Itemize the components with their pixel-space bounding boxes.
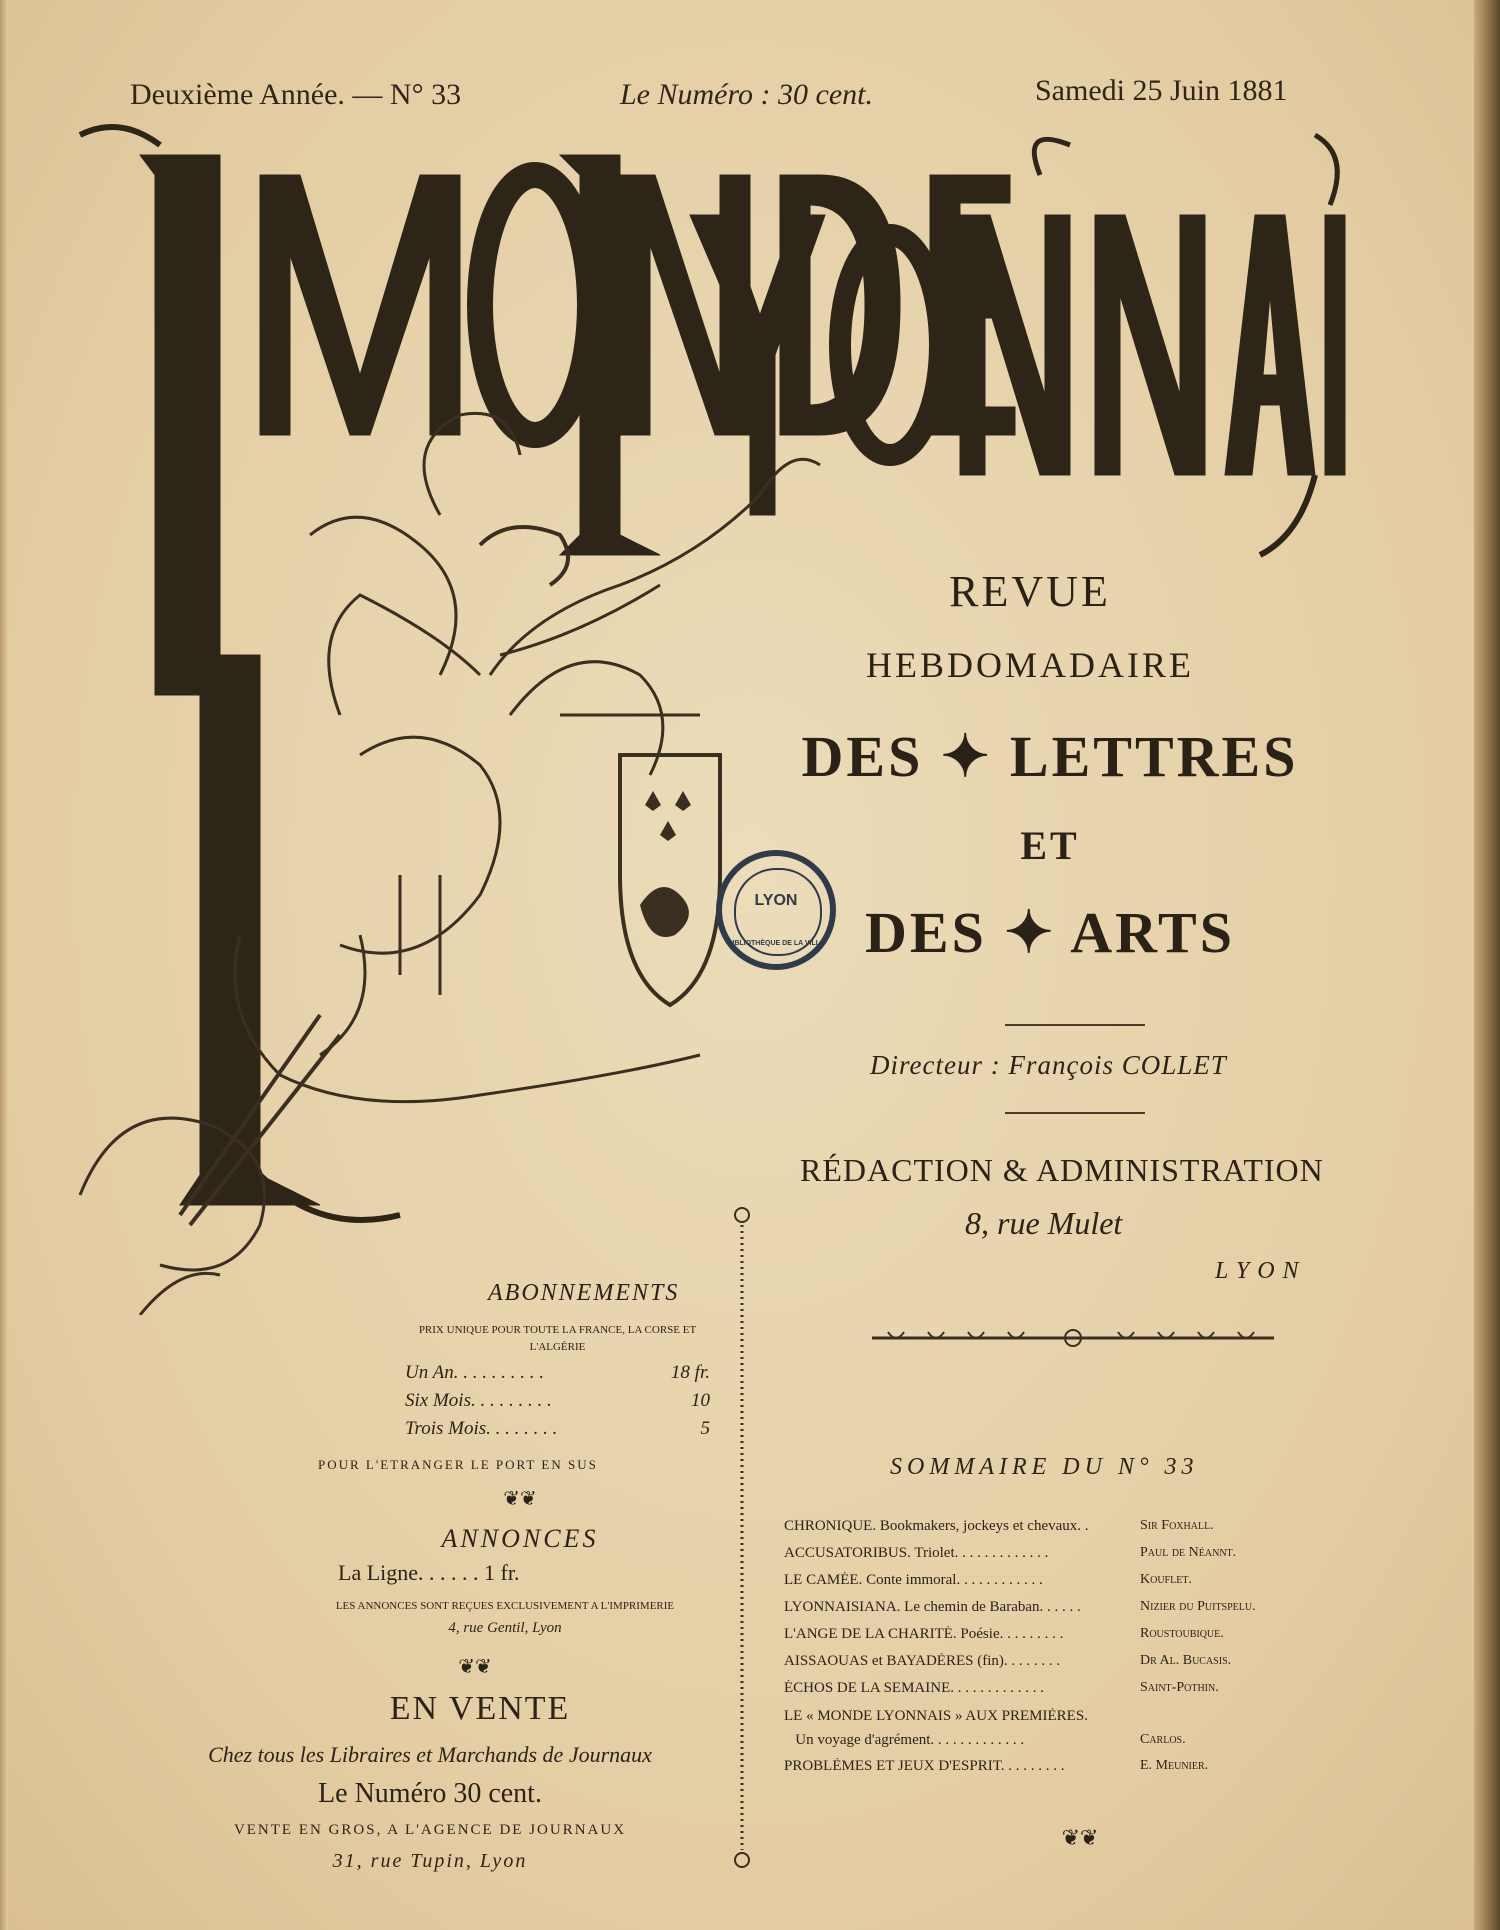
issue-number: Deuxième Année. — N° 33 (130, 78, 462, 111)
library-stamp (716, 850, 836, 970)
toc-title: ACCUSATORIBUS. Triolet. . . . . . . . . . . . . (784, 1545, 1049, 1561)
toc-author: Sir Foxhall. (1140, 1518, 1214, 1533)
toc-author: E. Meunier. (1140, 1758, 1209, 1773)
rule-bottom (1005, 1112, 1145, 1114)
ornament-divider (868, 1326, 1278, 1350)
annonces-ligne: La Ligne. . . . . . 1 fr. (338, 1560, 520, 1585)
rule-top (1005, 1024, 1145, 1026)
toc-title: LYONNAISIANA. Le chemin de Baraban. . . . . . (784, 1599, 1081, 1615)
toc-title: LE CAMÉE. Conte immoral. . . . . . . . . . . . (784, 1572, 1043, 1588)
abonnements-foreign: POUR L'ETRANGER LE PORT EN SUS (318, 1457, 598, 1472)
toc-title: AISSAOUAS et BAYADÈRES (fin). . . . . . . . (784, 1653, 1061, 1669)
toc-title: Un voyage d'agrément. . . . . . . . . . . . . (784, 1732, 1025, 1748)
issue-price: Le Numéro : 30 cent. (620, 78, 874, 111)
toc-author (1140, 1708, 1280, 1730)
masthead-illustration (60, 115, 1360, 1315)
abonnements-note: PRIX UNIQUE POUR TOUTE LA FRANCE, LA CORSE ET L'ALGÉRIE (418, 1324, 697, 1353)
abonnement-price: 5 (700, 1418, 710, 1439)
stamp-city: LYON (754, 892, 798, 909)
redaction-administration: RÉDACTION & ADMINISTRATION (800, 1152, 1324, 1188)
abonnement-label: Un An. . . . . . . . . . (405, 1362, 544, 1383)
city: LYON (1215, 1258, 1307, 1284)
toc-row (784, 1626, 1280, 1648)
toc-author: Nizier du Puitspelu. (1140, 1599, 1256, 1614)
toc-title: PROBLÈMES ET JEUX D'ESPRIT. . . . . . . . . (784, 1758, 1065, 1774)
vertical-divider (730, 1205, 754, 1870)
toc-title: LE « MONDE LYONNAIS » AUX PREMIÈRES. (784, 1708, 1088, 1724)
toc-author: Dr Al. Bucasis. (1140, 1653, 1232, 1668)
abonnement-label: Six Mois. . . . . . . . . (405, 1390, 552, 1411)
abonnement-row (405, 1362, 710, 1390)
subtitle-arts: DES ✦ ARTS (865, 900, 1235, 965)
toc-row (784, 1653, 1280, 1675)
en-vente-heading: EN VENTE (389, 1690, 571, 1727)
annonces-note: LES ANNONCES SONT REÇUES EXCLUSIVEMENT A L'IMPRIMERIE (335, 1600, 675, 1612)
abonnement-label: Trois Mois. . . . . . . . (405, 1418, 558, 1439)
toc-row (784, 1680, 1280, 1702)
annonces-address: 4, rue Gentil, Lyon (448, 1620, 562, 1636)
abonnement-row (405, 1390, 710, 1418)
ornament-small: ❦❦ (503, 1486, 537, 1510)
toc-title: L'ANGE DE LA CHARITÉ. Poésie. . . . . . . . . (784, 1626, 1064, 1642)
toc-row (784, 1732, 1280, 1754)
ornament-small: ❦❦ (1061, 1826, 1099, 1851)
page-left-edge (0, 0, 8, 1930)
abonnement-price: 18 fr. (670, 1362, 710, 1383)
sommaire-heading: SOMMAIRE DU N° 33 (890, 1454, 1199, 1480)
issue-date: Samedi 25 Juin 1881 (1035, 74, 1288, 107)
annonces-heading: ANNONCES (441, 1524, 599, 1553)
subtitle-hebdomadaire: HEBDOMADAIRE (866, 645, 1194, 685)
en-vente-gros: VENTE EN GROS, A L'AGENCE DE JOURNAUX (233, 1822, 627, 1838)
abonnement-row (405, 1418, 710, 1446)
masthead-title (150, 112, 263, 113)
stamp-ring: BIBLIOTHÈQUE DE LA VILLE (727, 940, 825, 947)
director: Directeur : François COLLET (870, 1050, 1227, 1080)
en-vente-where: Chez tous les Libraires et Marchands de Journaux (208, 1742, 652, 1767)
toc-row (784, 1758, 1280, 1780)
toc-author: Carlos. (1140, 1732, 1186, 1747)
ornament-small: ❦❦ (458, 1654, 492, 1678)
subtitle-lettres: DES ✦ LETTRES (801, 724, 1299, 789)
toc-author: Kouflet. (1140, 1572, 1192, 1587)
toc-author: Saint-Pothin. (1140, 1680, 1219, 1695)
toc-title: CHRONIQUE. Bookmakers, jockeys et chevaux. . (784, 1518, 1089, 1534)
subtitle-revue: REVUE (949, 567, 1111, 616)
toc-row (784, 1599, 1280, 1621)
toc-row (784, 1545, 1280, 1567)
abonnements-heading: ABONNEMENTS (488, 1280, 680, 1306)
toc-row (784, 1708, 1280, 1730)
address: 8, rue Mulet (965, 1205, 1123, 1241)
page-binding-edge (1474, 0, 1500, 1930)
en-vente-price: Le Numéro 30 cent. (318, 1778, 542, 1809)
toc-row (784, 1572, 1280, 1594)
subtitle-et: ET (1020, 823, 1080, 868)
toc-author: Paul de Néannt. (1140, 1545, 1237, 1560)
toc-author: Roustoubique. (1140, 1626, 1224, 1641)
toc-row (784, 1518, 1280, 1540)
toc-title: ÉCHOS DE LA SEMAINE. . . . . . . . . . . . . (784, 1680, 1045, 1696)
abonnement-price: 10 (691, 1390, 710, 1411)
en-vente-address: 31, rue Tupin, Lyon (332, 1850, 528, 1872)
